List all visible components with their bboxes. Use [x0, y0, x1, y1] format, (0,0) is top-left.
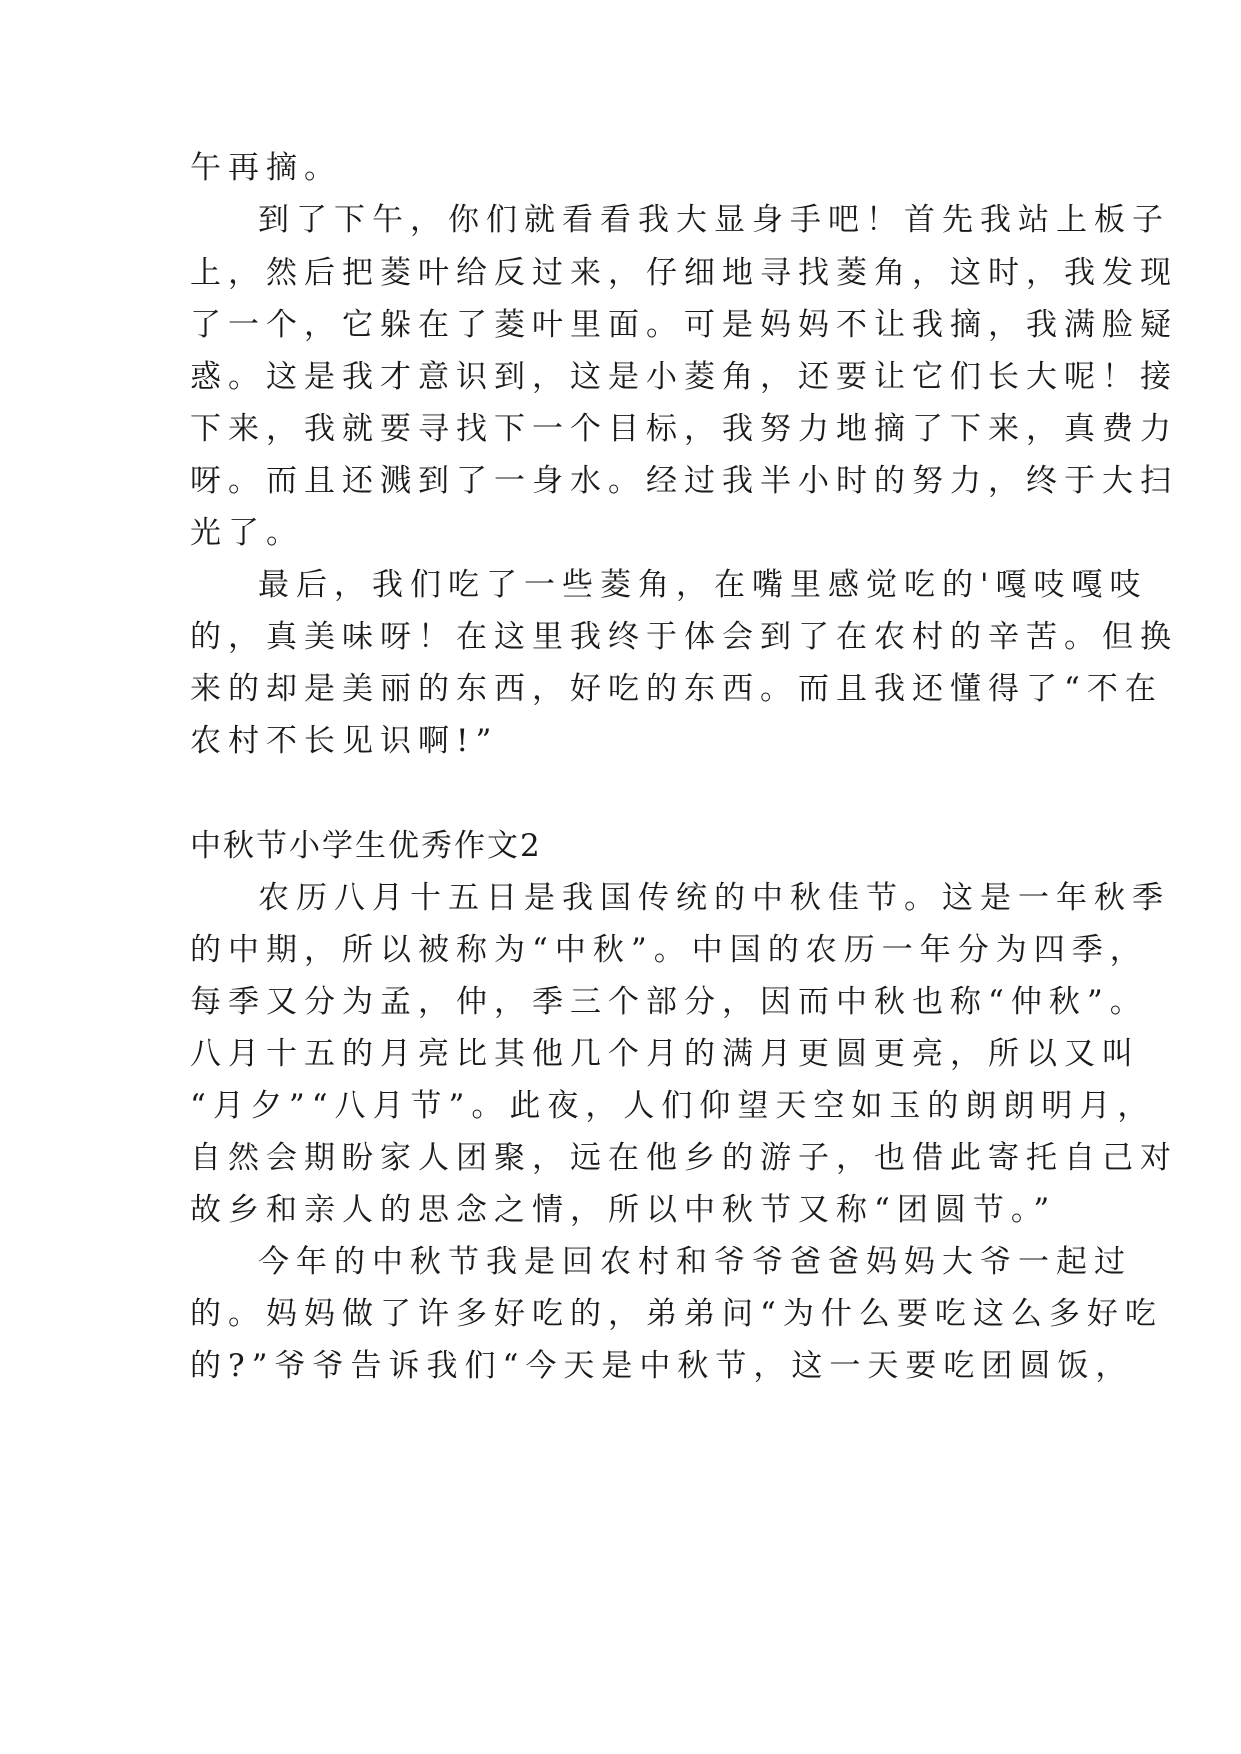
text-line: 八月十五的月亮比其他几个月的满月更圆更亮，所以又叫: [190, 1036, 1140, 1072]
text-line: 的?”爷爷告诉我们“今天是中秋节，这一天要吃团圆饭，: [190, 1348, 1134, 1384]
text-line: 来的却是美丽的东西，好吃的东西。而且我还懂得了“不在: [190, 671, 1163, 707]
text-line: 的，真美味呀！在这里我终于体会到了在农村的辛苦。但换: [190, 619, 1178, 655]
text-line: 农村不长见识啊!”: [190, 723, 499, 759]
text-line: 光了。: [190, 515, 304, 551]
text-line: 每季又分为孟，仲，季三个部分，因而中秋也称“仲秋”。: [190, 984, 1148, 1020]
text-line: 自然会期盼家人团聚，远在他乡的游子，也借此寄托自己对: [190, 1140, 1178, 1176]
paragraph-start-line: 农历八月十五日是我国传统的中秋佳节。这是一年秋季: [258, 880, 1170, 916]
text-line: 呀。而且还溅到了一身水。经过我半小时的努力，终于大扫: [190, 463, 1178, 499]
text-line: 午再摘。: [190, 150, 342, 186]
text-line: 的。妈妈做了许多好吃的，弟弟问“为什么要吃这么多好吃: [190, 1296, 1163, 1332]
paragraph-start-line: 今年的中秋节我是回农村和爷爷爸爸妈妈大爷一起过: [258, 1244, 1132, 1280]
text-line: 上，然后把菱叶给反过来，仔细地寻找菱角，这时，我发现: [190, 255, 1178, 291]
text-line: “月夕”“八月节”。此夜，人们仰望天空如玉的朗朗明月，: [190, 1088, 1156, 1124]
text-line: 惑。这是我才意识到，这是小菱角，还要让它们长大呢！接: [190, 359, 1178, 395]
text-line: 了一个，它躲在了菱叶里面。可是妈妈不让我摘，我满脸疑: [190, 307, 1178, 343]
text-line: 的中期，所以被称为“中秋”。中国的农历一年分为四季，: [190, 932, 1148, 968]
text-line: 下来，我就要寻找下一个目标，我努力地摘了下来，真费力: [190, 411, 1178, 447]
paragraph-start-line: 最后，我们吃了一些菱角，在嘴里感觉吃的'嘎吱嘎吱: [258, 567, 1148, 603]
section-heading: 中秋节小学生优秀作文2: [190, 828, 542, 864]
paragraph-start-line: 到了下午，你们就看看我大显身手吧！首先我站上板子: [258, 202, 1170, 238]
text-line: 故乡和亲人的思念之情，所以中秋节又称“团圆节。”: [190, 1192, 1057, 1228]
